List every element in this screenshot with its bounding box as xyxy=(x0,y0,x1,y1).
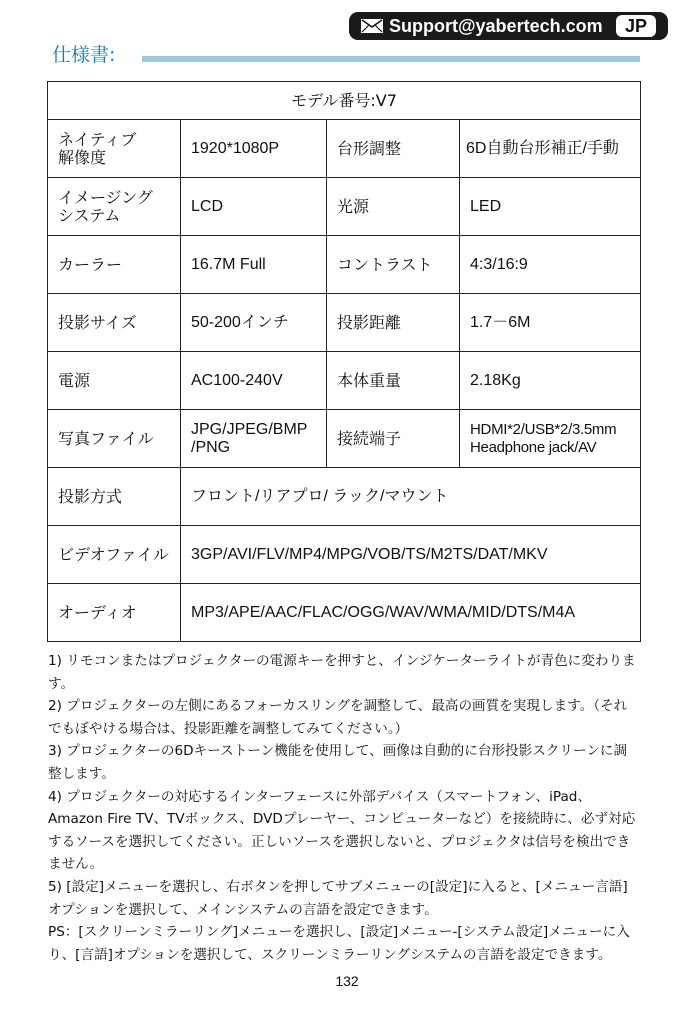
spec-value: JPG/JPEG/BMP /PNG xyxy=(181,410,327,468)
model-number: モデル番号:V7 xyxy=(48,82,641,120)
page-number: 132 xyxy=(335,973,359,989)
spec-table xyxy=(47,81,641,642)
spec-label: ネイティブ 解像度 xyxy=(48,120,181,178)
spec-row xyxy=(48,120,641,178)
spec-value: 16.7M Full xyxy=(181,236,327,294)
spec-label: 写真ファイル xyxy=(48,410,181,468)
section-title: 仕様書: xyxy=(52,44,116,66)
spec-value: フロント/リアプロ/ ラック/マウント xyxy=(181,468,641,526)
model-row xyxy=(48,82,641,120)
spec-row xyxy=(48,236,641,294)
spec-value: 1920*1080P xyxy=(181,120,327,178)
spec-value: 3GP/AVI/FLV/MP4/MPG/VOB/TS/M2TS/DAT/MKV xyxy=(181,526,641,584)
spec-label: 接続端子 xyxy=(327,410,460,468)
spec-label: 光源 xyxy=(327,178,460,236)
spec-row xyxy=(48,352,641,410)
spec-value: AC100-240V xyxy=(181,352,327,410)
note-paragraph: 3) プロジェクターの6Dキーストーン機能を使用して、画像は自動的に台形投影スクリーンに調整します。 xyxy=(48,743,628,782)
spec-value: HDMI*2/USB*2/3.5mm Headphone jack/AV xyxy=(460,410,641,468)
spec-label: ビデオファイル xyxy=(48,526,181,584)
spec-label: 投影方式 xyxy=(48,468,181,526)
spec-label: イメージング システム xyxy=(48,178,181,236)
support-email-banner xyxy=(349,12,615,40)
spec-value: 6D自動台形補正/手動 xyxy=(460,120,641,178)
spec-value: LED xyxy=(460,178,641,236)
note-paragraph: PS：[スクリーンミラーリング]メニューを選択し、[設定]メニュー-[システム設定]メニューに入り、[言語]オプションを選択して、スクリーンミラーリングシステムの言語を設定できます。 xyxy=(48,924,630,963)
spec-label: コントラスト xyxy=(327,236,460,294)
spec-row-wide xyxy=(48,526,641,584)
spec-value: 4:3/16:9 xyxy=(460,236,641,294)
note-paragraph: 5) [設定]メニューを選択し、右ボタンを押してサブメニューの[設定]に入ると、[メニュー言語]オプションを選択して、メインシステムの言語を設定できます。 xyxy=(48,878,628,918)
spec-label: カーラー xyxy=(48,236,181,294)
language-badge-label: JP xyxy=(616,15,656,37)
spec-label: 台形調整 xyxy=(327,120,460,178)
spec-value: 2.18Kg xyxy=(460,352,641,410)
spec-label: 本体重量 xyxy=(327,352,460,410)
spec-label: 投影サイズ xyxy=(48,294,181,352)
note-paragraph: 4) プロジェクターの対応するインターフェースに外部デバイス（スマートフォン、iPad、Amazon Fire TV、TVボックス、DVDプレーヤー、コンピューターなど）を接続時に、必ず対応するソースを選択してください。正しいソースを選択しないと、プロジェクタは信号を検出できません。 xyxy=(48,788,636,873)
spec-value: 1.7－6M xyxy=(460,294,641,352)
note-paragraph: 2) プロジェクターの左側にあるフォーカスリングを調整して、最高の画質を実現します。（それでもぼやける場合は、投影距離を調整してみてください。） xyxy=(48,698,628,737)
notes-section xyxy=(48,650,640,966)
spec-label: 投影距離 xyxy=(327,294,460,352)
spec-row-wide xyxy=(48,468,641,526)
spec-value: MP3/APE/AAC/FLAC/OGG/WAV/WMA/MID/DTS/M4A xyxy=(181,584,641,642)
spec-value: LCD xyxy=(181,178,327,236)
spec-row xyxy=(48,294,641,352)
spec-row-wide xyxy=(48,584,641,642)
support-email: Support@yabertech.com xyxy=(389,15,603,36)
note-paragraph: 1) リモコンまたはプロジェクターの電源キーを押すと、インジケーターライトが青色に変わります。 xyxy=(48,653,636,692)
title-divider xyxy=(142,56,640,62)
spec-label: 電源 xyxy=(48,352,181,410)
spec-row xyxy=(48,178,641,236)
spec-value: 50-200インチ xyxy=(181,294,327,352)
mail-icon xyxy=(361,19,383,33)
spec-label: オーディオ xyxy=(48,584,181,642)
language-badge xyxy=(612,12,668,40)
spec-row xyxy=(48,410,641,468)
